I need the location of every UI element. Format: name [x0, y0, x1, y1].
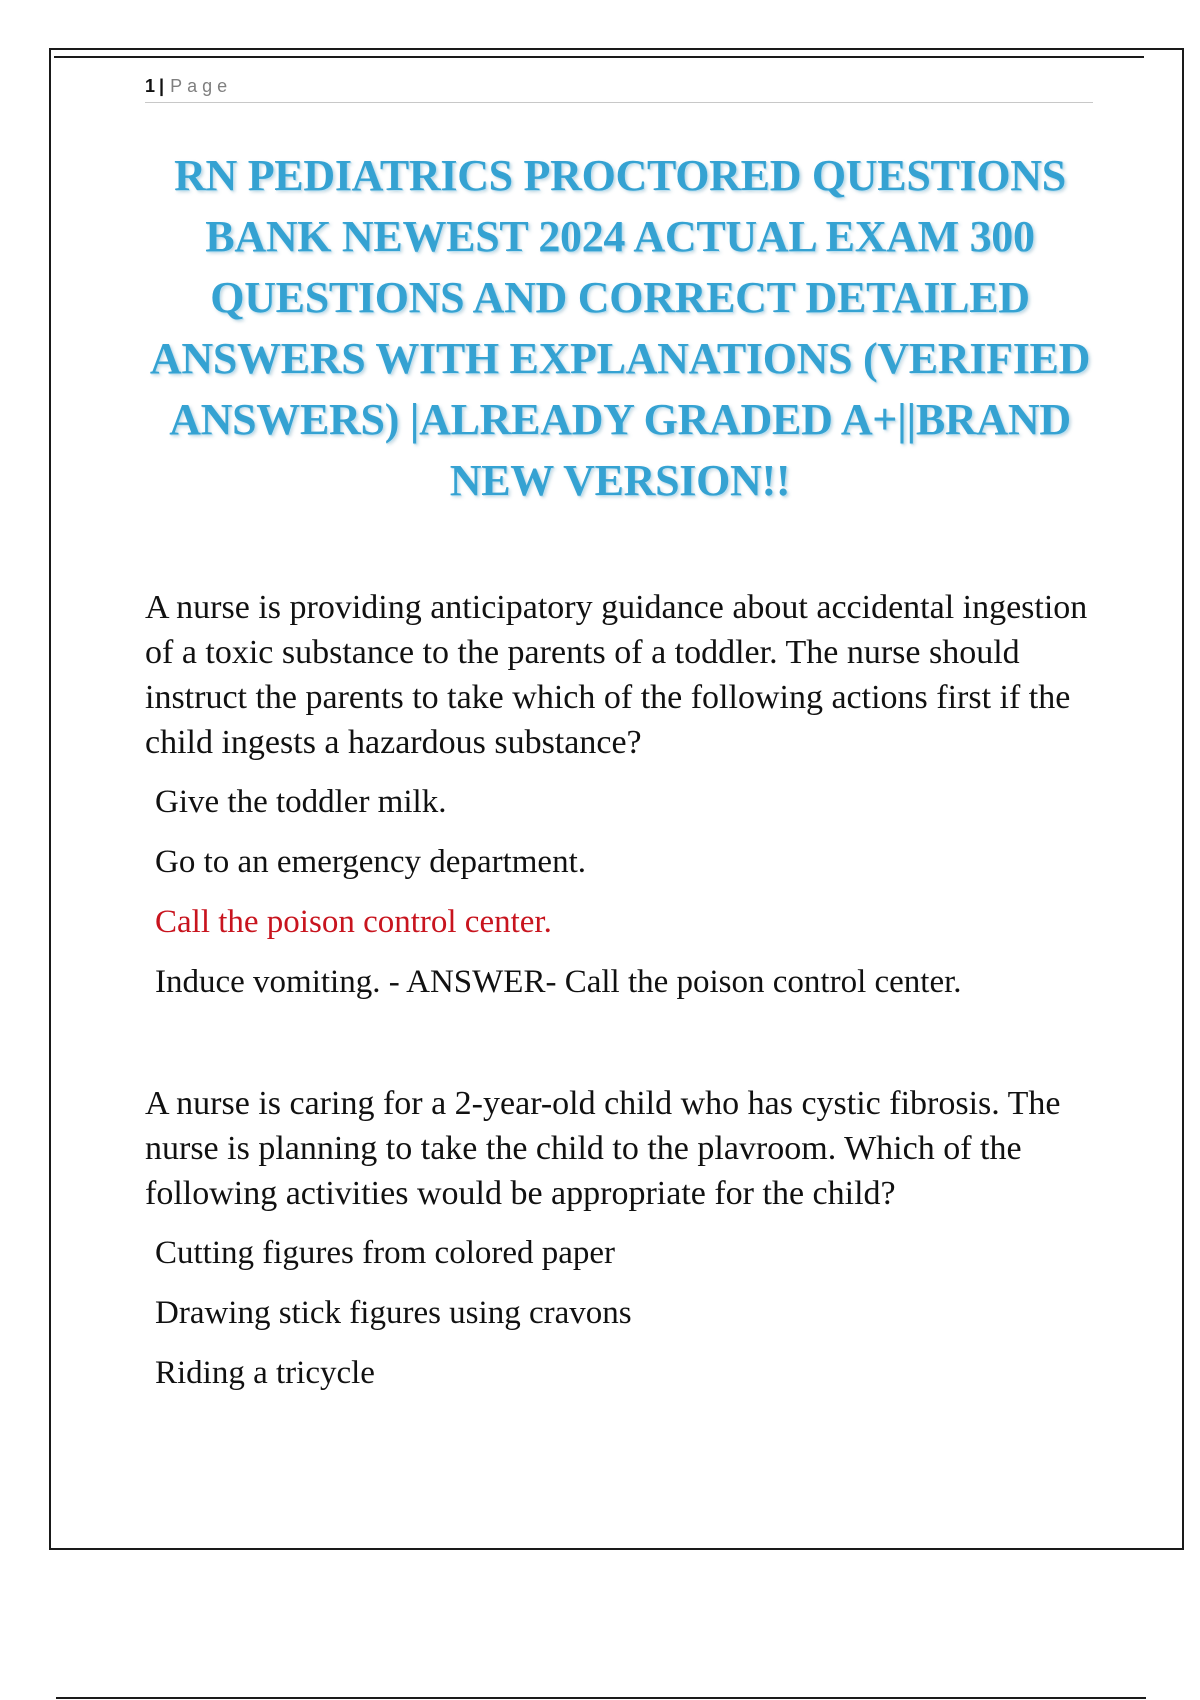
- question-2-option-a: Cutting figures from colored paper: [155, 1235, 616, 1271]
- question-block-2: [145, 1081, 1095, 1396]
- question-1-option-a: Give the toddler milk.: [155, 784, 447, 820]
- page-header: [145, 74, 1093, 103]
- document-title: RN PEDIATRICS PROCTORED QUESTIONS BANK NEWEST 2024 ACTUAL EXAM 300 QUESTIONS AND CORRECT DETAILED ANSWERS WITH EXPLANATIONS (VERIFIED ANSWERS) |ALREADY GRADED A+||BRAND NEW VERSION!!: [149, 151, 1091, 505]
- question-1-option-d-with-answer: Induce vomiting. - ANSWER- Call the poison control center.: [155, 964, 962, 1000]
- question-2-option-b: Drawing stick figures using cravons: [155, 1295, 632, 1331]
- question-1-option-b: Go to an emergency department.: [155, 844, 586, 880]
- question-block-1: [145, 585, 1095, 1005]
- question-2-option-c: Riding a tricycle: [155, 1355, 375, 1391]
- question-1-prompt: A nurse is providing anticipatory guidance about accidental ingestion of a toxic substance to the parents of a toddler. The nurse should instruct the parents to take which of the following actions first if the child ingests a hazardous substance?: [145, 589, 1088, 761]
- question-list: [145, 585, 1095, 1396]
- bottom-rule: [56, 1697, 1146, 1699]
- question-1-option-c-correct: Call the poison control center.: [155, 904, 552, 940]
- page-separator: |: [159, 76, 165, 96]
- page-label: Page: [170, 76, 233, 96]
- question-2-prompt: A nurse is caring for a 2-year-old child who has cystic fibrosis. The nurse is planning to take the child to the plavroom. Which of the following activities would be appropriate for the child?: [145, 1085, 1061, 1212]
- page-number: 1: [145, 76, 156, 96]
